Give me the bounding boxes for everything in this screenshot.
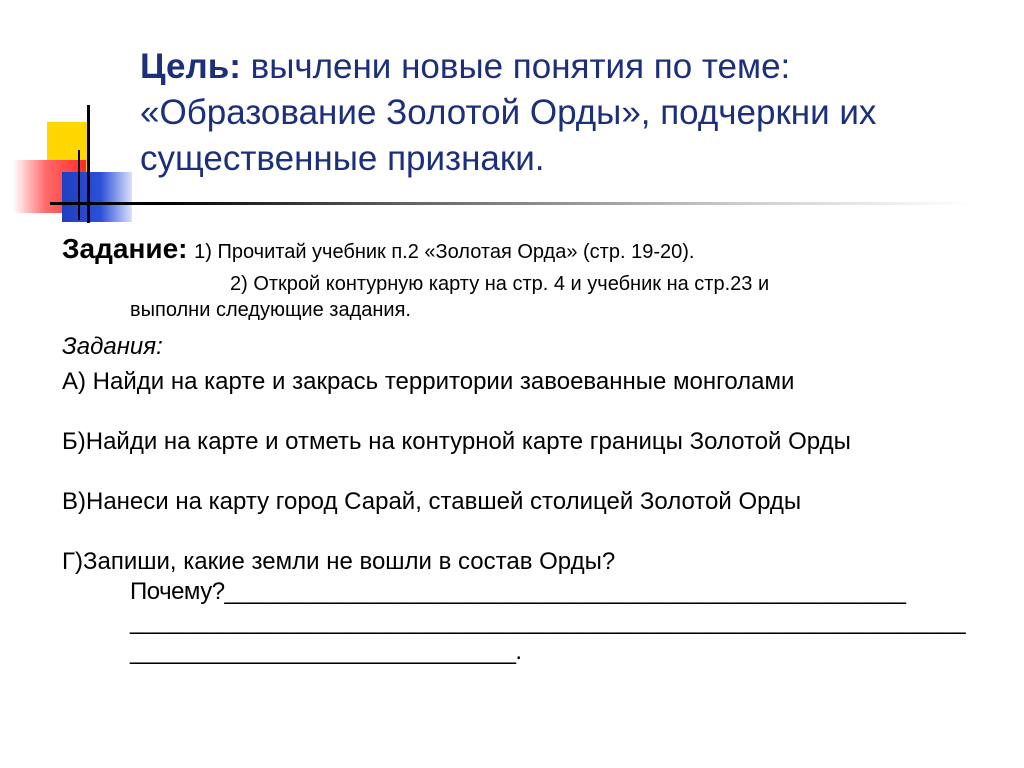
decor-blue-square (62, 172, 132, 222)
assignment-d-answer-line-2: _________________________________________________________________ (130, 608, 966, 635)
title-line-2: «Образование Золотой Орды», подчеркни их (140, 93, 877, 132)
slide-title (140, 44, 1000, 182)
task-label: Задание: (62, 233, 188, 264)
title-label: Цель: (140, 47, 241, 86)
assignment-d-answer-line-3: ______________________________. (130, 638, 522, 665)
task-step-1: 1) Прочитай учебник п.2 «Золотая Орда» (стр. 19-20). (194, 241, 695, 263)
assignment-d-answer-line-1: Почему?_____________________________________________________ (130, 578, 906, 605)
task-line (62, 230, 1012, 271)
task-step-2b: выполни следующие задания. (130, 299, 411, 321)
task-step-2a: 2) Открой контурную карту на стр. 4 и учебник на стр.23 и (230, 273, 770, 295)
slide-body (62, 230, 1012, 667)
assignment-d: Г)Запиши, какие земли не вошли в состав Орды? (62, 548, 616, 575)
assignments-heading: Задания: (62, 333, 163, 360)
title-line-1: вычлени новые понятия по теме: (240, 47, 791, 86)
decor-vertical-line (87, 105, 90, 223)
assignment-c: В)Нанеси на карту город Сарай, ставшей столицей Золотой Орды (62, 488, 802, 515)
title-line-3: существенные признаки. (140, 139, 545, 178)
assignment-b: Б)Найди на карте и отметь на контурной карте границы Золотой Орды (62, 428, 851, 455)
decor-vertical-line-2 (78, 150, 80, 220)
title-divider (50, 202, 970, 205)
assignment-a: А) Найди на карте и закрась территории завоеванные монголами (62, 368, 795, 395)
